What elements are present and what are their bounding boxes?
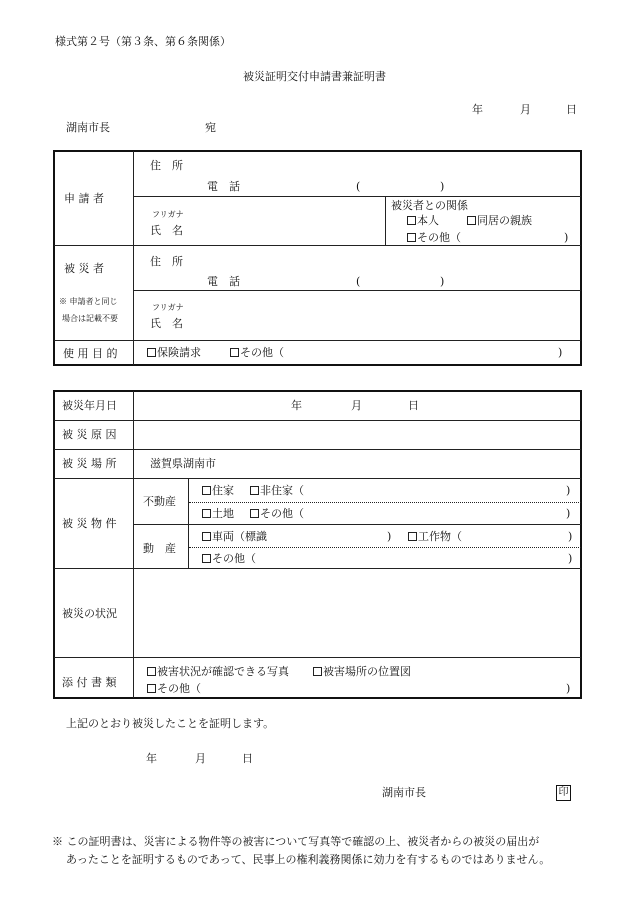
disaster-date-label: 被災年月日 [62,399,117,412]
disaster-date-year[interactable]: 年 [291,399,302,412]
footnote-line1: ※ この証明書は、災害による物件等の被害について写真等で確認の上、被災者からの被災の届出が [52,835,540,848]
victim-note-line2: 場合は記載不要 [62,314,118,323]
structure-checkbox[interactable]: 工作物（ [408,531,462,542]
attach-label: 添 付 書 類 [62,676,117,689]
seal-stamp: 印 [556,785,571,801]
purpose-label: 使 用 目 的 [63,347,118,360]
form-title: 被災証明交付申請書兼証明書 [243,70,386,83]
victim-note-line1: ※ 申請者と同じ [59,297,118,306]
victim-name-label: 氏 名 [150,317,183,330]
victim-label: 被 災 者 [64,262,104,275]
property-label: 被 災 物 件 [62,517,117,530]
date-month[interactable]: 月 [520,103,531,116]
checkbox-icon [250,509,259,518]
relation-label: 被災者との関係 [391,199,468,212]
applicant-phone-label: 電 話 [207,180,240,193]
checkbox-icon [230,348,239,357]
paren-close: ) [440,275,445,288]
date-day[interactable]: 日 [566,103,577,116]
purpose-other-close: ) [558,346,563,359]
checkbox-icon [467,216,476,225]
checkbox-icon [202,532,211,541]
land-checkbox[interactable]: 土地 [202,508,234,519]
checkbox-icon [313,667,322,676]
checkbox-icon [407,233,416,242]
attach-other-close: ) [566,682,571,695]
certify-text: 上記のとおり被災したことを証明します。 [66,717,275,730]
realestate-other-close: ) [566,507,571,520]
disaster-date-month[interactable]: 月 [351,399,362,412]
footnote-line2: あったことを証明するものであって、民事上の権利義務関係に効力を有するものではありません。 [66,853,551,866]
realestate-label: 不動産 [143,495,176,508]
checkbox-icon [202,509,211,518]
victim-address-label: 住 所 [150,255,183,268]
checkbox-icon [407,216,416,225]
certify-year[interactable]: 年 [146,752,157,765]
movable-label: 動 産 [143,542,176,555]
nonhouse-close: ) [566,484,571,497]
victim-phone-label: 電 話 [207,275,240,288]
relation-self-checkbox[interactable]: 本人 [407,215,439,226]
checkbox-icon [147,667,156,676]
form-number: 様式第２号（第３条、第６条関係） [55,35,231,48]
checkbox-icon [147,684,156,693]
structure-close: ) [568,530,573,543]
attach-other-checkbox[interactable]: その他（ [147,683,201,694]
date-year[interactable]: 年 [472,103,483,116]
disaster-date-day[interactable]: 日 [408,399,419,412]
disaster-cause-label: 被 災 原 因 [62,428,117,441]
relation-other-close: ) [564,231,569,244]
nonhouse-checkbox[interactable]: 非住家（ [250,485,304,496]
checkbox-icon [250,486,259,495]
disaster-place-label: 被 災 場 所 [62,457,117,470]
purpose-other-checkbox[interactable]: その他（ [230,347,284,358]
applicant-name-label: 氏 名 [150,224,183,237]
attach-photo-checkbox[interactable]: 被害状況が確認できる写真 [147,666,289,677]
vehicle-checkbox[interactable]: 車両（標識 [202,531,267,542]
applicant-label: 申 請 者 [64,192,104,205]
realestate-other-checkbox[interactable]: その他（ [250,508,304,519]
applicant-address-label: 住 所 [150,159,183,172]
certify-month[interactable]: 月 [195,752,206,765]
checkbox-icon [202,554,211,563]
paren-close: ) [440,180,445,193]
applicant-furigana-label: フリガナ [152,210,184,219]
purpose-insurance-checkbox[interactable]: 保険請求 [147,347,201,358]
movable-other-checkbox[interactable]: その他（ [202,553,256,564]
house-checkbox[interactable]: 住家 [202,485,234,496]
victim-furigana-label: フリガナ [152,303,184,312]
relation-family-checkbox[interactable]: 同居の親族 [467,215,532,226]
vehicle-close: ) [387,530,392,543]
paren-open: ( [356,180,361,193]
status-label: 被災の状況 [62,607,117,620]
disaster-place-value: 滋賀県湖南市 [150,457,216,470]
attach-map-checkbox[interactable]: 被害場所の位置図 [313,666,411,677]
certify-mayor: 湖南市長 [382,786,426,799]
paren-open: ( [356,275,361,288]
relation-other-checkbox[interactable]: その他（ [407,232,461,243]
movable-other-close: ) [568,552,573,565]
checkbox-icon [408,532,417,541]
addressee-name: 湖南市長 [66,121,110,134]
addressee-suffix: 宛 [205,121,216,134]
checkbox-icon [147,348,156,357]
certify-day[interactable]: 日 [242,752,253,765]
checkbox-icon [202,486,211,495]
